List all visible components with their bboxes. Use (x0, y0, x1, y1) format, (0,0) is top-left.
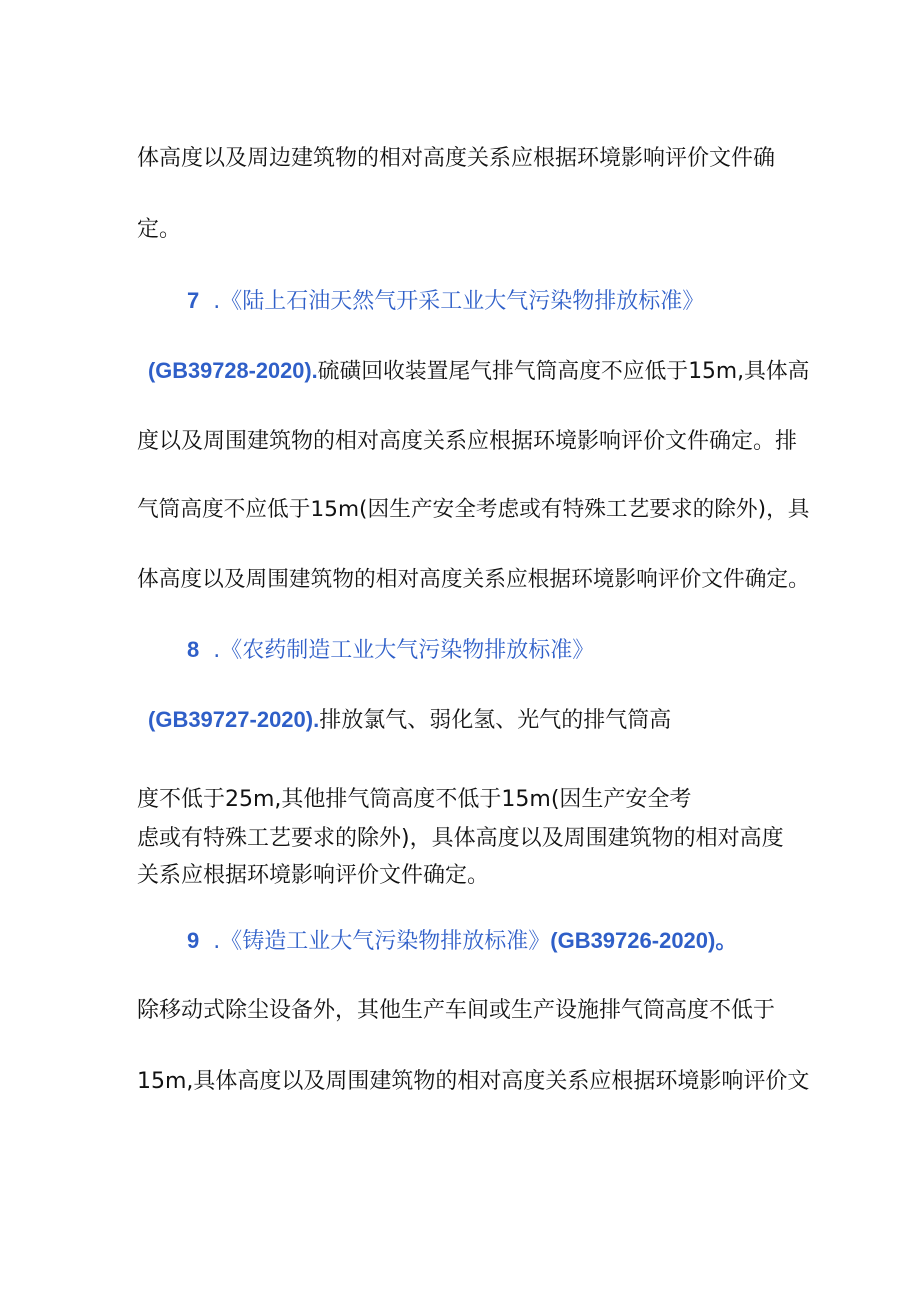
body-line-2: 定。 (137, 217, 182, 242)
body-text: 硫磺回收装置尾气排气筒高度不应低于15m,具体高 (317, 359, 810, 384)
body-line-8: 度不低于25m,其他排气筒高度不低于15m(因生产安全考 (137, 787, 692, 812)
section-heading-8 (187, 636, 594, 665)
body-line-4: 度以及周围建筑物的相对高度关系应根据环境影响评价文件确定。排 (137, 429, 798, 454)
body-line-12: 15m,具体高度以及周围建筑物的相对高度关系应根据环境影响评价文 (137, 1069, 810, 1094)
body-line-6: 体高度以及周围建筑物的相对高度关系应根据环境影响评价文件确定。 (137, 567, 810, 592)
body-text: 排放氯气、弱化氢、光气的排气筒高 (319, 708, 672, 733)
body-line-11: 除移动式除尘设备外，其他生产车间或生产设施排气筒高度不低于 (137, 998, 776, 1023)
body-line-3 (148, 357, 809, 386)
standard-code: (GB39727-2020). (148, 707, 320, 732)
section-number: 9 (187, 928, 200, 953)
body-line-9: 虑或有特殊工艺要求的除外)，具体高度以及周围建筑物的相对高度 (137, 826, 784, 851)
section-heading-9 (187, 927, 737, 956)
section-title: .《铸造工业大气污染物排放标准》 (213, 929, 551, 954)
body-line-5: 气筒高度不应低于15m(因生产安全考虑或有特殊工艺要求的除外)，具 (137, 497, 810, 522)
body-line-1: 体高度以及周边建筑物的相对高度关系应根据环境影响评价文件确 (137, 146, 776, 171)
section-heading-7 (187, 287, 704, 316)
section-title: .《陆上石油天然气开采工业大气污染物排放标准》 (213, 289, 705, 314)
body-line-7 (148, 706, 671, 735)
standard-code: (GB39728-2020). (148, 358, 318, 383)
section-number: 7 (187, 288, 200, 313)
section-title: .《农药制造工业大气污染物排放标准》 (213, 638, 595, 663)
section-number: 8 (187, 637, 200, 662)
standard-code: (GB39726-2020)。 (550, 928, 738, 953)
body-line-10: 关系应根据环境影响评价文件确定。 (137, 863, 490, 888)
